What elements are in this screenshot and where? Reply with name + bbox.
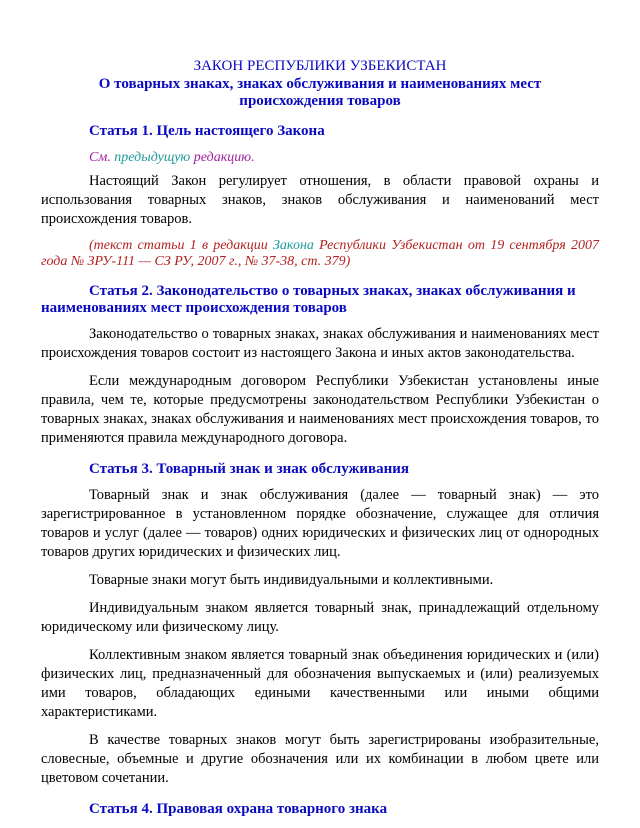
- text-segment: См.: [89, 150, 115, 165]
- article-heading: Статья 3. Товарный знак и знак обслуживания: [89, 461, 410, 477]
- paragraph: Товарный знак и знак обслуживания (далее — товарный знак) — это зарегистрированное в установленном порядке обозначение, служащее для отличия товаров и услуг (далее — товаров) одних юридических и физических лиц от однородных товаров других юридических и физических лиц.: [41, 487, 599, 560]
- paragraph: Законодательство о товарных знаках, знаках обслуживания и наименованиях мест происхождения товаров состоит из настоящего Закона и иных актов законодательства.: [41, 326, 599, 361]
- inline-link[interactable]: предыдущую: [114, 150, 191, 165]
- document-title: ЗАКОН РЕСПУБЛИКИ УЗБЕКИСТАН: [193, 58, 447, 74]
- paragraph: В качестве товарных знаков могут быть зарегистрированы изобразительные, словесные, объемные и другие обозначения или их комбинации в любом цвете или цветовом сочетании.: [41, 732, 599, 786]
- amendment-note: [41, 238, 599, 270]
- text-segment: Республики Узбекистан от 19 сентября 2007 года № ЗРУ-111 — СЗ РУ, 2007 г., № 37-38, ст. 379): [41, 238, 599, 269]
- paragraph: Коллективным знаком является товарный знак объединения юридических и (или) физических лиц, предназначенный для обозначения выпускаемых и (или) реализуемых ими товаров, обладающих едиными качественными или иными общими характеристиками.: [41, 647, 599, 720]
- article-heading: Статья 1. Цель настоящего Закона: [89, 123, 325, 139]
- inline-link[interactable]: Закона: [273, 238, 314, 253]
- paragraph: Товарные знаки могут быть индивидуальными и коллективными.: [89, 572, 494, 588]
- paragraph: Если международным договором Республики Узбекистан установлены иные правила, чем те, которые предусмотрены законодательством Республики Узбекистан о товарных знаках, знаках обслуживания и наименованиях мест происхождения товаров, то применяются правила международного договора.: [41, 373, 599, 446]
- article-heading: Статья 4. Правовая охрана товарного знака: [89, 801, 388, 817]
- text-segment: редакцию.: [190, 150, 255, 165]
- article-heading: Статья 2. Законодательство о товарных знаках, знаках обслуживания и наименованиях мест происхождения товаров: [41, 283, 576, 316]
- edit-note: [41, 148, 599, 167]
- document-subtitle: О товарных знаках, знаках обслуживания и наименованиях мест происхождения товаров: [98, 76, 542, 109]
- paragraph: Индивидуальным знаком является товарный знак, принадлежащий отдельному юридическому или физическому лицу.: [41, 600, 599, 635]
- text-segment: (текст статьи 1 в редакции: [89, 238, 273, 253]
- paragraph: Настоящий Закон регулирует отношения, в области правовой охраны и использования товарных знаков, знаков обслуживания и наименований мест происхождения товаров.: [41, 173, 599, 227]
- document-body: [41, 123, 599, 818]
